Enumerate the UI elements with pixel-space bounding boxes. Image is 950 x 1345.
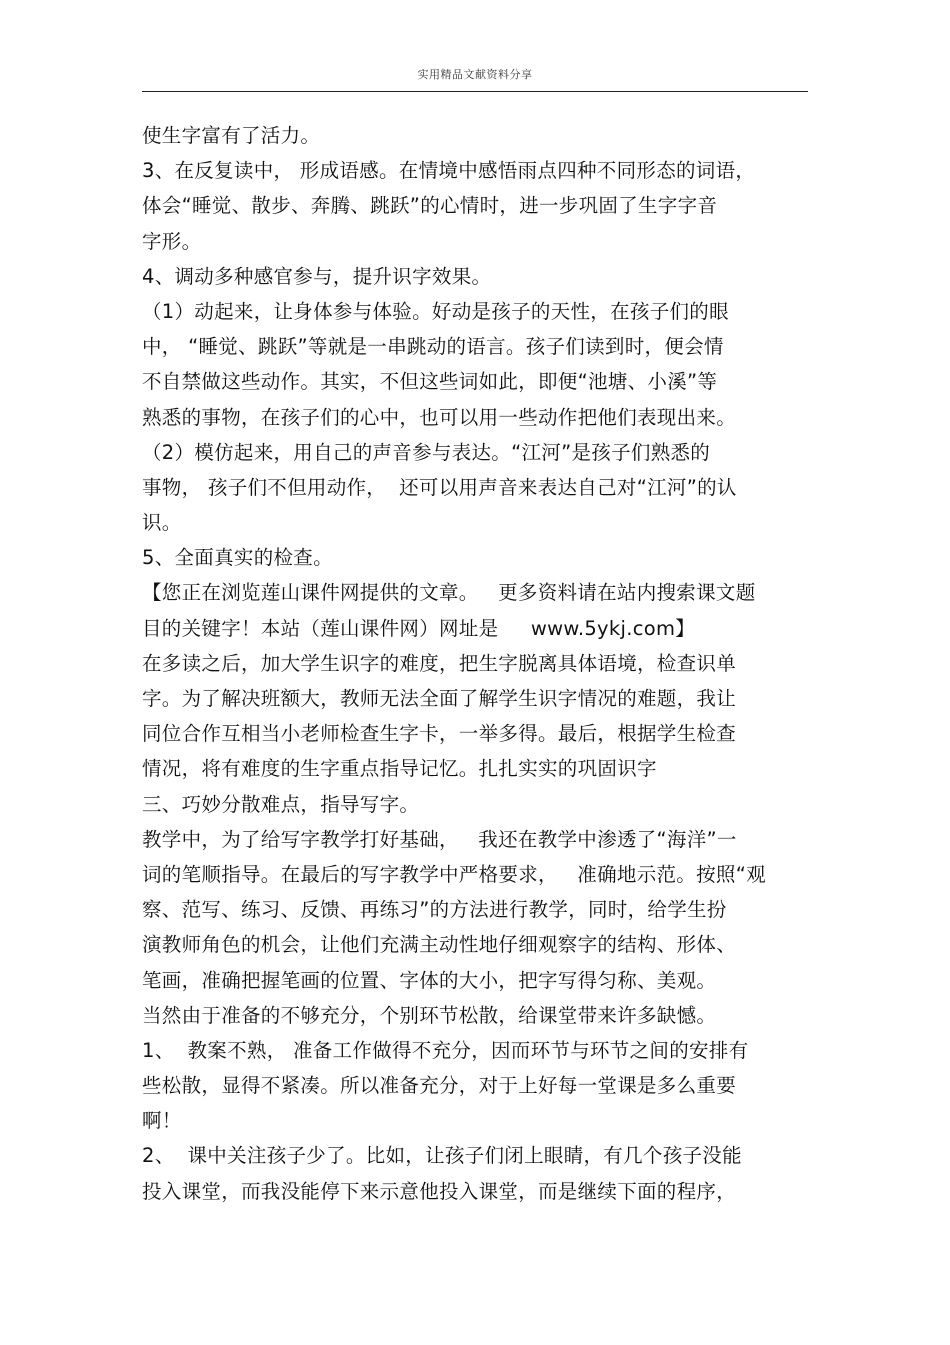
text-line: 不自禁做这些动作。其实，不但这些词如此，即便“池塘、小溪”等 — [142, 370, 718, 394]
page-header: 实用精品文献资料分享 — [417, 68, 533, 81]
text-line: （2）模仿起来，用自己的声音参与表达。“江河”是孩子们熟悉的 — [142, 440, 711, 464]
header-divider — [142, 91, 808, 92]
text-line: 5、全面真实的检查。 — [142, 546, 333, 570]
text-line: 三、巧妙分散难点，指导写字。 — [142, 792, 420, 816]
text-line: 4、调动多种感官参与，提升识字效果。 — [142, 264, 492, 288]
text-line: 察、范写、练习、反馈、再练习”的方法进行教学，同时，给学生扮 — [142, 898, 727, 922]
text-line: 目的关键字！本站（莲山课件网）网址是 www.5ykj.com】 — [142, 616, 696, 640]
text-line: （1）动起来，让身体参与体验。好动是孩子的天性，在孩子们的眼 — [142, 299, 729, 323]
text-line: 2、 课中关注孩子少了。比如，让孩子们闭上眼睛，有几个孩子没能 — [142, 1144, 742, 1168]
text-line: 在多读之后，加大学生识字的难度，把生字脱离具体语境，检查识单 — [142, 651, 737, 675]
text-line: 教学中，为了给写字教学打好基础， 我还在教学中渗透了“海洋”一 — [142, 827, 737, 851]
text-line: 情况，将有难度的生字重点指导记忆。扎扎实实的巩固识字 — [142, 757, 657, 781]
text-line: 笔画，准确把握笔画的位置、字体的大小，把字写得匀称、美观。 — [142, 968, 717, 992]
text-line: 字形。 — [142, 229, 202, 253]
text-line: 1、 教案不熟， 准备工作做得不充分，因而环节与环节之间的安排有 — [142, 1038, 749, 1062]
text-line: 事物， 孩子们不但用动作， 还可以用声音来表达自己对“江河”的认 — [142, 475, 737, 499]
text-line: 啊！ — [142, 1109, 182, 1133]
text-line: 识。 — [142, 511, 182, 535]
text-line: 投入课堂，而我没能停下来示意他投入课堂，而是继续下面的程序， — [142, 1179, 737, 1203]
text-line: 中， “睡觉、跳跃”等就是一串跳动的语言。孩子们读到时，便会情 — [142, 335, 724, 359]
text-line: 体会“睡觉、散步、奔腾、跳跃”的心情时，进一步巩固了生字字音 — [142, 194, 718, 218]
text-line: 当然由于准备的不够充分，个别环节松散，给课堂带来许多缺憾。 — [142, 1003, 717, 1027]
text-line: 使生字富有了活力。 — [142, 124, 321, 147]
text-line: 演教师角色的机会，让他们充满主动性地仔细观察字的结构、形体、 — [142, 933, 737, 957]
text-line: 3、在反复读中， 形成语感。在情境中感悟雨点四种不同形态的词语， — [142, 159, 756, 183]
text-line: 些松散，显得不紧凑。所以准备充分，对于上好每一堂课是多么重要 — [142, 1074, 737, 1098]
text-line: 字。为了解决班额大，教师无法全面了解学生识字情况的难题，我让 — [142, 687, 737, 710]
text-line: 【您正在浏览莲山课件网提供的文章。 更多资料请在站内搜索课文题 — [142, 581, 756, 605]
text-line: 同位合作互相当小老师检查生字卡，一举多得。最后，根据学生检查 — [142, 722, 737, 746]
text-line: 词的笔顺指导。在最后的写字教学中严格要求， 准确地示范。按照“观 — [142, 862, 766, 886]
document-body — [142, 118, 812, 1209]
text-line: 熟悉的事物，在孩子们的心中，也可以用一些动作把他们表现出来。 — [142, 405, 737, 429]
